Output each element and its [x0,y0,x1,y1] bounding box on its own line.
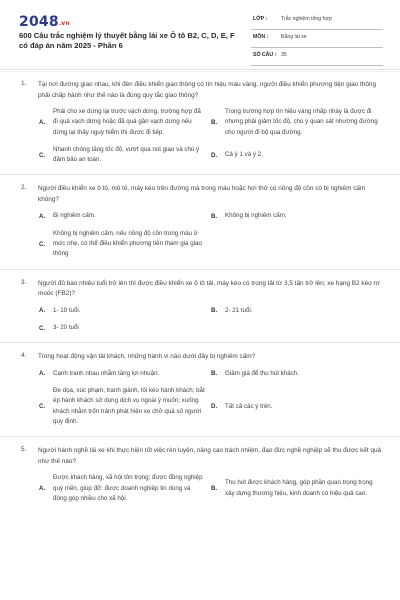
meta-subject-label: MÔN : [253,34,269,40]
option-text: Thu hút được khách hàng, góp phần quan trọng trong xây dựng thương hiệu, kinh doanh có hiệu quả cao. [225,479,373,497]
logo-sub: .vn [58,20,70,27]
option-a[interactable] [39,369,211,379]
option-d[interactable] [211,386,384,427]
option-a[interactable] [39,107,211,138]
option-c[interactable] [39,145,211,166]
question-text: Trong hoạt động vận tải khách, những hành vi nào dưới đây bị nghiêm cấm? [38,353,256,361]
question-5 [0,446,400,504]
option-c[interactable] [39,229,211,260]
question-1 [0,80,400,175]
site-logo[interactable] [19,14,70,30]
answer-options [39,306,384,334]
question-text: Người đủ bao nhiêu tuổi trở lên thì được điều khiển xe ô tô tải, máy kéo có trọng tải từ 3,5 tấn trở lên; xe hạng B2 kéo rơ moóc (FB2)? [38,279,380,298]
question-number: 3. [21,278,27,286]
option-text: Cả ý 1 và ý 2. [225,151,263,159]
option-text: Không bị nghiêm cấm. [225,212,287,220]
option-letter: C. [39,240,46,248]
option-letter: A. [39,370,46,378]
option-b[interactable] [211,306,384,316]
option-c[interactable] [39,386,211,427]
meta-row-subject [251,33,383,48]
option-text: 1- 19 tuổi. [53,306,81,314]
page-title: 600 Câu trắc nghiệm lý thuyết bằng lái xe Ô tô B2, C, D, E, F có đáp án năm 2025 - Phần 6 [19,31,235,50]
option-c[interactable] [39,323,211,333]
question-number: 5. [21,446,27,454]
option-text: 2- 21 tuổi. [225,306,253,314]
option-b[interactable] [211,107,384,138]
option-letter: B. [211,485,218,493]
question-number: 1. [21,80,27,87]
option-letter: A. [39,307,46,315]
meta-class-label: LỚP : [253,16,268,22]
option-letter: B. [211,213,218,221]
answer-options [39,369,384,427]
question-number: 4. [21,352,27,360]
page-header [0,0,400,68]
option-letter: C. [39,151,46,159]
option-text: Không bị nghiêm cấm, nếu nồng độ cồn trong máu ở mức nhẹ, có thể điều khiển phương tiện tham gia giao thông [53,229,202,258]
option-letter: C. [39,324,46,332]
option-letter: A. [39,213,46,221]
meta-row-count [251,51,383,66]
option-text: Được khách hàng, xã hội tôn trọng; được đồng nghiệp quý mến, giúp đỡ; được doanh nghiệp tin dùng và đóng góp nhiều cho xã hội. [53,474,203,502]
option-b[interactable] [211,473,384,504]
option-a[interactable] [39,473,211,504]
question-text: Người điều khiển xe ô tô, mô tô, máy kéo trên đường mà trong máu hoặc hơi thở có nồng độ cồn có bị nghiêm cấm không? [38,185,366,203]
answer-options [39,473,384,504]
question-3 [0,279,400,344]
option-text: Giảm giá để thu hút khách. [225,369,299,377]
question-divider [0,174,400,175]
header-divider [0,69,400,70]
question-2 [0,184,400,269]
option-text: Cạnh tranh nhau nhằm tăng lợi nhuận. [53,369,160,377]
option-letter: B. [211,307,218,315]
option-b[interactable] [211,369,384,379]
option-letter: B. [211,370,218,378]
option-b[interactable] [211,211,384,221]
logo-main: 2048 [19,14,59,30]
option-letter: A. [39,485,46,493]
option-a[interactable] [39,306,211,316]
option-text: Đe dọa, xúc phạm, tranh giành, lôi kéo hành khách; bắt ép hành khách sử dụng dịch vụ ngoài ý muốn; xuống khách nhằm trốn tránh phát hiện xe chở quá số người quy định. [53,387,205,425]
option-letter: B. [211,118,218,126]
option-letter: C. [39,403,46,411]
option-text: Nhanh chóng tăng tốc độ, vượt qua nút giao và chú ý đảm bảo an toàn. [53,145,200,164]
header-divider-shadow [0,71,400,72]
question-divider [0,269,400,270]
question-number: 2. [21,184,27,192]
meta-subject-value: Bằng lái xe [281,34,307,40]
question-divider [0,436,400,437]
option-text: Phải cho xe dừng lại trước vạch dừng, trường hợp đã đi quá vạch dừng hoặc đã quá gần vạch dừng nếu dừng lại thấy nguy hiểm thì được đi tiếp. [53,108,201,136]
option-text: Trong trường hợp tín hiệu vàng nhấp nháy là được đi nhưng phải giảm tốc độ, chú ý quan sát nhường đường cho người đi bộ qua đường. [225,108,378,136]
meta-count-label: SỐ CÂU : [253,52,277,58]
question-text: Người hành nghề lái xe khi thực hiện tốt việc rèn luyện, nâng cao trách nhiệm, đạo đức nghề nghiệp sẽ thu được kết quả như thế nào? [38,447,382,465]
meta-row-class [251,15,383,30]
question-divider [0,342,400,343]
question-text: Tại nơi đường giao nhau, khi đèn điều khiển giao thông có tín hiệu màu vàng, người điều khiển phương tiện giao thông phải chấp hành như thế nào là đúng quy tắc giao thông? [38,81,376,99]
question-list [0,80,400,513]
option-a[interactable] [39,211,211,221]
option-letter: A. [39,118,46,126]
document-meta [251,15,383,69]
answer-options [39,211,384,259]
meta-class-value: Trắc nghiệm tổng hợp [281,16,332,22]
option-text: 3- 20 tuổi [53,323,79,331]
answer-options [39,107,384,165]
option-text: Tất cả các ý trên. [225,402,273,410]
meta-count-value: 35 [281,52,287,58]
question-4 [0,352,400,437]
option-letter: D. [211,403,218,411]
option-letter: D. [211,151,218,159]
option-text: Bị nghiêm cấm. [53,212,96,220]
option-d[interactable] [211,145,384,166]
